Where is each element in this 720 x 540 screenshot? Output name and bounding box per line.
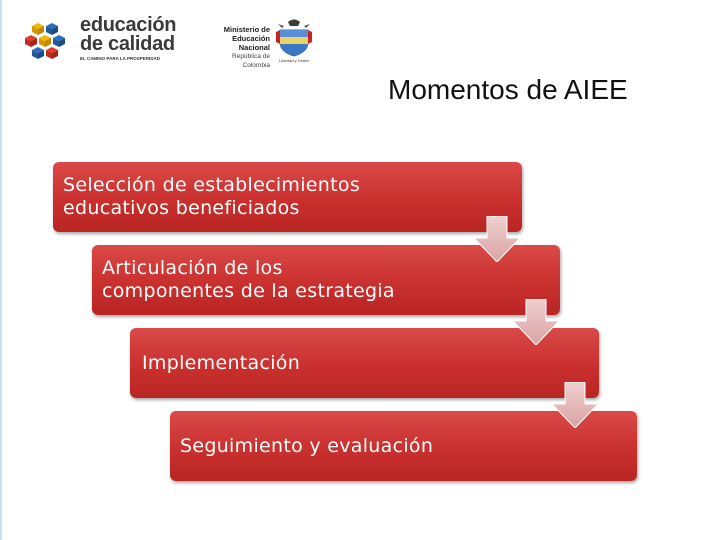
ministry-line-2: Educación Nacional <box>232 34 270 52</box>
ministry-line-1: Ministerio de <box>223 25 270 34</box>
crest-motto: Libertad y Orden <box>279 58 309 63</box>
logo-wordmark <box>80 16 176 54</box>
step-line: Articulación de los <box>102 257 283 279</box>
educacion-de-calidad-logo <box>22 16 182 64</box>
down-arrow-icon <box>513 299 559 345</box>
logo-tagline: EL CAMINO PARA LA PROSPERIDAD <box>80 56 161 61</box>
logo-line-2: de calidad <box>80 33 175 55</box>
down-arrow-icon <box>474 216 520 262</box>
step-text <box>142 352 300 375</box>
logo-cubes-icon <box>22 20 74 64</box>
step-seleccion <box>53 162 522 232</box>
step-line: componentes de la estrategia <box>102 280 395 302</box>
ministry-name <box>204 25 270 70</box>
colombia-crest-icon <box>274 18 314 64</box>
step-line: Selección de establecimientos <box>63 174 361 196</box>
step-text <box>180 435 433 458</box>
ministry-line-3: República de Colombia <box>232 53 270 69</box>
slide-left-border <box>0 0 2 540</box>
step-text <box>63 174 360 220</box>
step-line: Seguimiento y evaluación <box>180 434 434 457</box>
logo-line-1: educación <box>80 14 177 36</box>
ministry-logo <box>204 18 334 69</box>
step-line: Implementación <box>142 351 301 374</box>
step-text <box>102 257 395 303</box>
slide-title: Momentos de AIEE <box>388 74 628 105</box>
down-arrow-icon <box>552 382 598 428</box>
step-line: educativos beneficiados <box>63 197 300 219</box>
